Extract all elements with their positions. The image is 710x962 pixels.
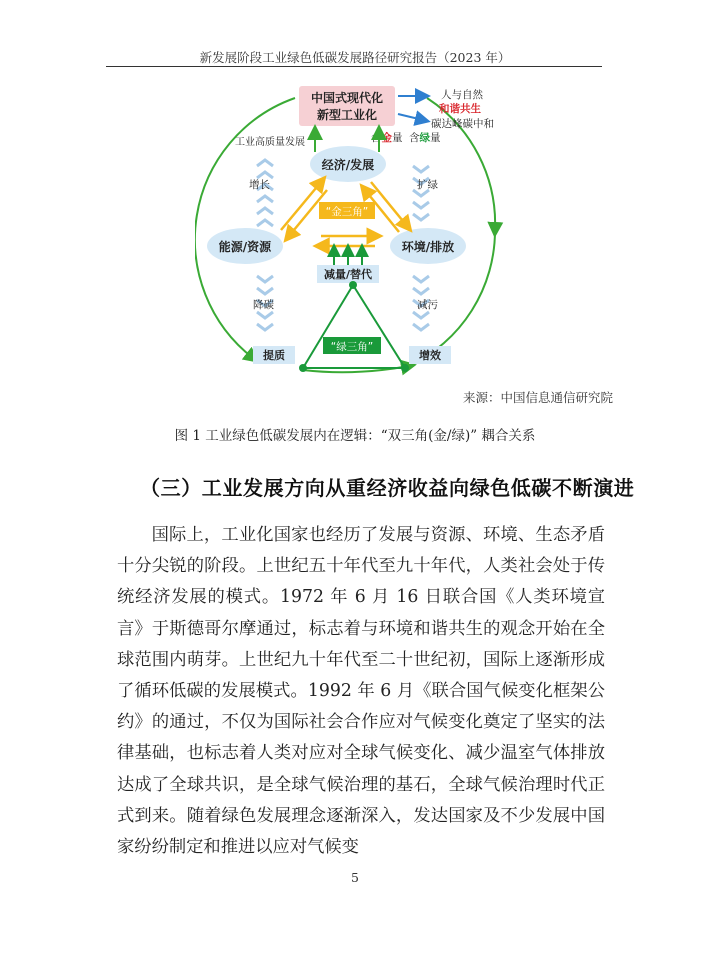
quality-label: 提质 bbox=[263, 349, 285, 362]
gold-amount-label: 含金量 bbox=[371, 132, 403, 144]
outer-cycle-arc-bottom bbox=[303, 366, 409, 372]
page-number: 5 bbox=[351, 870, 359, 885]
node-energy-label: 能源/资源 bbox=[218, 240, 272, 254]
green-triangle-label: “绿三角” bbox=[330, 341, 374, 353]
modernization-line1: 中国式现代化 bbox=[310, 91, 384, 105]
pollution-reduce-label: 减污 bbox=[417, 299, 438, 311]
label-carbon-peak: 碳达峰碳中和 bbox=[431, 118, 494, 130]
efficiency-label: 增效 bbox=[419, 349, 441, 362]
industrial-quality-label: 工业高质量发展 bbox=[235, 137, 305, 148]
expand-green-label: 扩绿 bbox=[417, 179, 438, 191]
header-rule bbox=[106, 66, 602, 67]
body-paragraph: 国际上，工业化国家也经历了发展与资源、环境、生态矛盾十分尖锐的阶段。上世纪五十年代至九十年代，人类社会处于传统经济发展的模式。1972 年 6 月 16 日联合国《人类环境宣言》于斯德哥尔摩通过，标志着与环境和谐共生的观念开始在全球范围内萌芽。上世纪九十年代至二十世纪初，国际上逐渐形成了循环低碳的发展模式。1992 年 6 月《联合国气候变化框架公约》的通过，不仅为国际社会合作应对气候变化奠定了坚实的法律基础，也标志着人类对应对全球气候变化、减少温室气体排放达成了全球共识，是全球气候治理的基石，全球气候治理时代正式到来。随着绿色发展理念逐渐深入，发达国家及不少发展中国家纷纷制定和推进以应对气候变 bbox=[117, 525, 605, 858]
green-triangle-vertex-top bbox=[349, 281, 357, 289]
green-triangle bbox=[303, 285, 405, 368]
running-header: 新发展阶段工业绿色低碳发展路径研究报告（2023 年） bbox=[199, 50, 511, 65]
figure-caption: 图 1 工业绿色低碳发展内在逻辑：“双三角(金/绿)” 耦合关系 bbox=[174, 428, 536, 444]
chevrons-growth bbox=[257, 160, 273, 226]
figure-source: 来源：中国信息通信研究院 bbox=[462, 390, 613, 405]
node-environment-label: 环境/排放 bbox=[401, 240, 455, 254]
green-triangle-vertex-right bbox=[401, 364, 409, 372]
chevrons-expand-green bbox=[413, 166, 429, 220]
body-text bbox=[117, 520, 605, 863]
label-harmony: 和谐共生 bbox=[439, 103, 481, 115]
green-amount-label: 含绿量 bbox=[409, 132, 441, 144]
arrow-to-carbon bbox=[398, 114, 423, 120]
green-triangle-vertex-left bbox=[299, 364, 307, 372]
gold-triangle-label: “金三角” bbox=[325, 206, 369, 218]
reduce-replace-label: 减量/替代 bbox=[323, 268, 373, 281]
node-economy-label: 经济/发展 bbox=[321, 158, 375, 172]
carbon-reduce-label: 降碳 bbox=[253, 299, 274, 311]
modernization-line2: 新型工业化 bbox=[316, 108, 378, 122]
growth-label: 增长 bbox=[249, 179, 270, 191]
label-human-nature: 人与自然 bbox=[441, 89, 483, 101]
section-title: （三）工业发展方向从重经济收益向绿色低碳不断演进 bbox=[140, 476, 635, 500]
double-triangle-diagram bbox=[195, 80, 525, 380]
